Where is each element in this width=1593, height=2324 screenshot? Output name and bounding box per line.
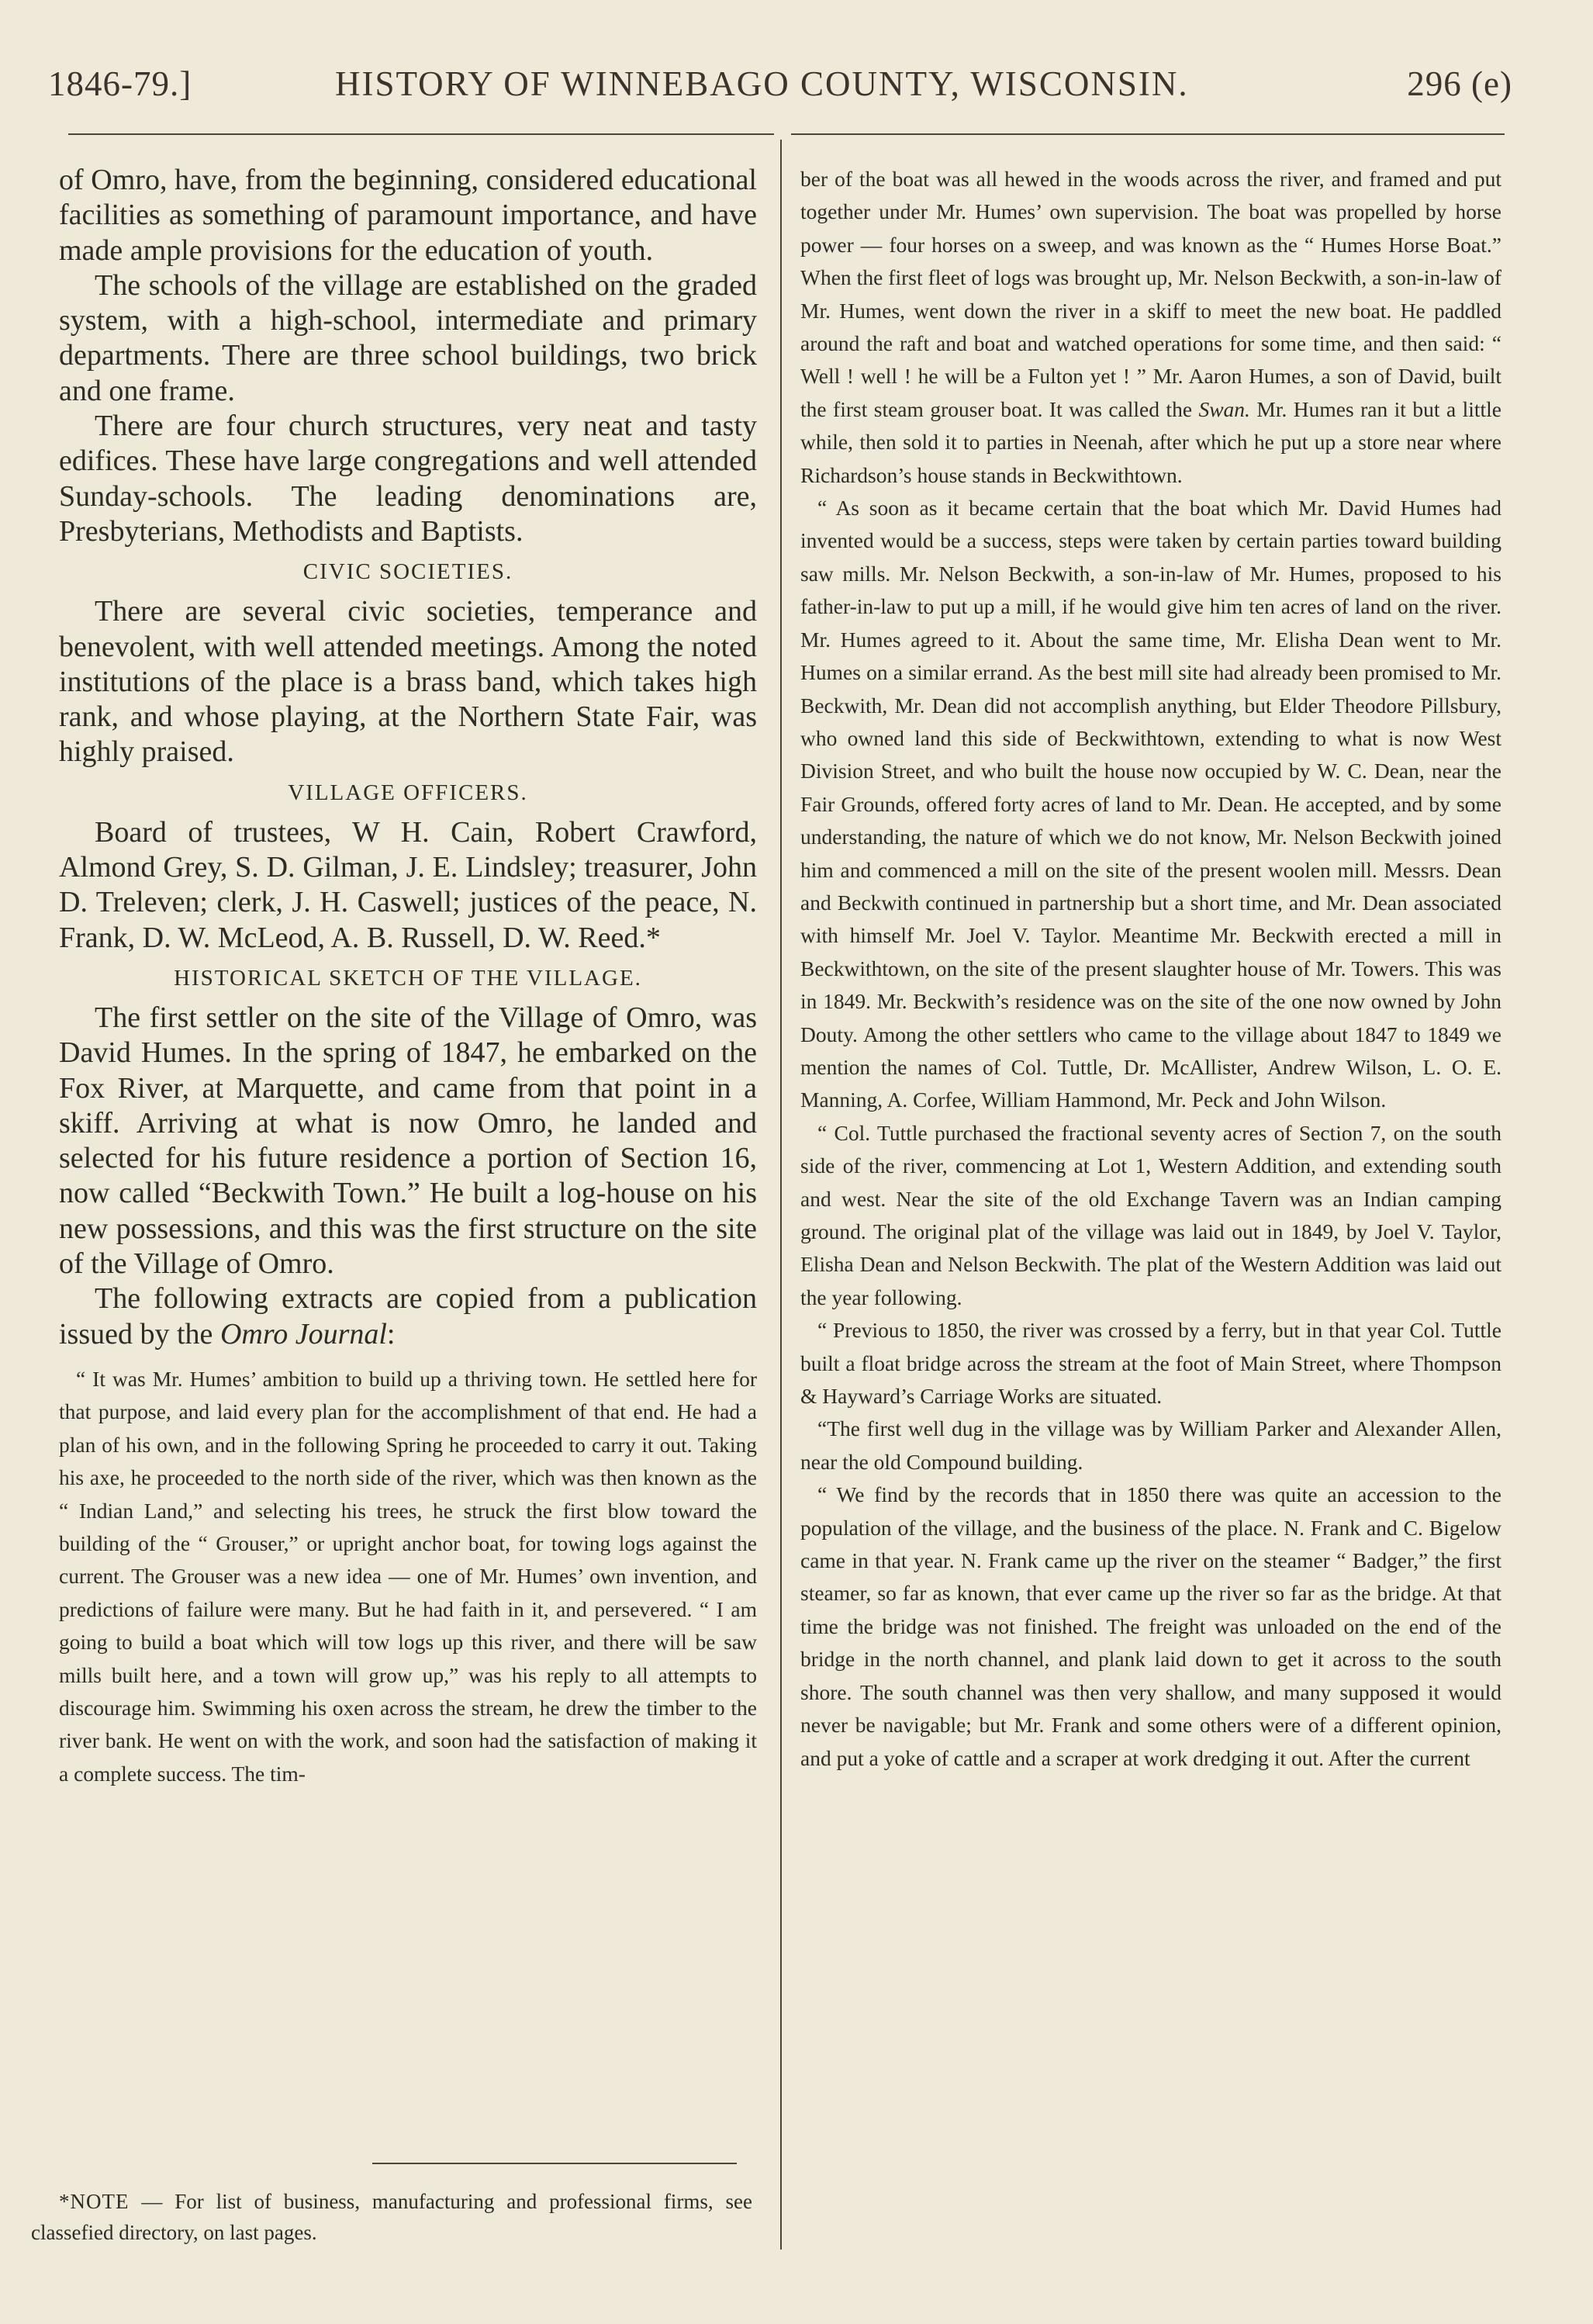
paragraph-extracts-intro: The following extracts are copied from a publication issued by the Omro Journal: bbox=[59, 1282, 757, 1350]
paragraph-boat: ber of the boat was all hewed in the woods across the river, and framed and put together under Mr. Humes’ own supervision. The boat was propelled by horse power — four horses on a sweep, and was known as the “ Humes Horse Boat.” When the first fleet of logs was brought up, Mr. Nelson Beckwith, a son-in-law of Mr. Humes, went down the river in a skiff to meet the new boat. He paddled around the raft and boat and watched operations for some time, and then said: “ Well ! well ! he will be a Fulton yet ! ” Mr. Aaron Humes, a son of David, built the first steam grouser boat. It was called the Swan. Mr. Humes ran it but a little while, then sold it to parties in Neenah, after which he put up a store near where Richardson’s house stands in Beckwithtown. bbox=[800, 167, 1502, 487]
paragraph-education: of Omro, have, from the beginning, considered educational facilities as something of paramount importance, and have made ample provisions for the education of youth. bbox=[59, 164, 757, 267]
right-column bbox=[800, 163, 1501, 1775]
paragraph-well: “The first well dug in the village was by William Parker and Alexander Allen, near the old Compound building. bbox=[800, 1416, 1501, 1474]
header-rule-left bbox=[68, 133, 774, 135]
paragraph-first-settler: The first settler on the site of the Village of Omro, was David Humes. In the spring of 1847, he embarked on the Fox River, at Marquette, and came from that point in a skiff. Arriving at what is now Omro, he landed and selected for his future residence a portion of Section 16, now called “Beckwith Town.” He built a log-house on his new possessions, and this was the first structure on the site of the Village of Omro. bbox=[59, 1001, 757, 1281]
paragraph-saw-mills: “ As soon as it became certain that the boat which Mr. David Humes had invented would be a success, steps were taken by certain parties toward building saw mills. Mr. Nelson Beckwith, a son-in-law of Mr. Humes, proposed to his father-in-law to put up a mill, if he would give him ten acres of land on the river. Mr. Humes agreed to it. About the same time, Mr. Elisha Dean went to Mr. Humes on a similar errand. As the best mill site had already been promised to Mr. Beckwith, Mr. Dean did not accomplish anything, but Elder Theodore Pillsbury, who owned land this side of Beckwithtown, extending to what is now West Division Street, and who built the house now occupied by W. C. Dean, near the Fair Grounds, offered forty acres of land to Mr. Dean. He accepted, and by some understanding, the nature of which we do not know, Mr. Nelson Beckwith joined him and commenced a mill on the site of the present woolen mill. Messrs. Dean and Beckwith continued in partnership but a short time, and Mr. Dean associated with himself Mr. Joel V. Taylor. Meantime Mr. Beckwith erected a mill in Beckwithtown, on the site of the present slaughter house of Mr. Towers. This was in 1849. Mr. Beckwith’s residence was on the site of the one now owned by John Douty. Among the other settlers who came to the village about 1847 to 1849 we mention the names of Col. Tuttle, Dr. McAllister, Andrew Wilson, L. O. E. Manning, A. Corfee, William Hammond, Mr. Peck and John Wilson. bbox=[800, 496, 1501, 1112]
header-page-number: 296 (e) bbox=[1407, 64, 1512, 103]
footnote bbox=[31, 2186, 752, 2248]
paragraph-churches: There are four church structures, very neat and tasty edifices. These have large congregations and well attended Sunday-schools. The leading denominations are, Presbyterians, Methodists and Baptists. bbox=[59, 410, 757, 548]
header-title: HISTORY OF WINNEBAGO COUNTY, WISCONSIN. bbox=[335, 64, 1189, 103]
header-rule-right bbox=[791, 133, 1505, 135]
header-years: 1846-79.] bbox=[48, 64, 192, 103]
paragraph-schools: The schools of the village are established on the graded system, with a high-school, intermediate and primary departments. There are three school buildings, two brick and one frame. bbox=[59, 268, 757, 407]
heading-civic-societies: CIVIC SOCIETIES. bbox=[302, 559, 513, 585]
column-divider bbox=[780, 140, 782, 2250]
boat-name: Swan. bbox=[1198, 396, 1250, 421]
footnote-label: *NOTE bbox=[59, 2190, 130, 2213]
footnote-text: — For list of business, manufacturing and professional firms, see classefied directory, on last pages. bbox=[31, 2190, 752, 2244]
left-column bbox=[59, 163, 757, 1790]
publication-name: Omro Journal bbox=[219, 1317, 387, 1350]
heading-historical-sketch: HISTORICAL SKETCH OF THE VILLAGE. bbox=[174, 965, 642, 991]
paragraph-tuttle: “ Col. Tuttle purchased the fractional seventy acres of Section 7, on the south side of the river, commencing at Lot 1, Western Addition, and extending south and west. Near the site of the old Exchange Tavern was an Indian camping ground. The original plat of the village was laid out in 1849, by Joel V. Taylor, Elisha Dean and Nelson Beckwith. The plat of the Western Addition was laid out the year following. bbox=[800, 1120, 1501, 1309]
quote-humes-ambition: “ It was Mr. Humes’ ambition to build up a thriving town. He settled here for that purpose, and laid every plan for the accomplishment of that end. He had a plan of his own, and in the following Spring he proceeded to carry it out. Taking his axe, he proceeded to the north side of the river, which was then known as the “ Indian Land,” and selecting his trees, he struck the first blow toward the building of the “ Grouser,” or upright anchor boat, for towing logs against the current. The Grouser was a new idea — one of Mr. Humes’ own invention, and predictions of failure were many. But he had faith in it, and persevered. “ I am going to build a boat which will tow logs up this river, and there will be saw mills built here, and a town will grow up,” was his reply to all attempts to discourage him. Swimming his oxen across the stream, he drew the timber to the river bank. He went on with the work, and soon had the satisfaction of making it a complete success. The tim- bbox=[59, 1366, 757, 1786]
paragraph-1850: “ We find by the records that in 1850 there was quite an accession to the population of the village, and the business of the place. N. Frank and C. Bigelow came in that year. N. Frank came up the river on the steamer “ Badger,” the first steamer, so far as known, that ever came up the river so far as the bridge. At that time the bridge was not finished. The freight was unloaded on the end of the bridge in the north channel, and plank laid down to get it across to the south shore. The south channel was then very shallow, and many supposed it would never be navigable; but Mr. Frank and some others were of a different opinion, and put a yoke of cattle and a scraper at work dredging it out. After the current bbox=[800, 1482, 1501, 1770]
page-header bbox=[48, 64, 1512, 118]
heading-village-officers: VILLAGE OFFICERS. bbox=[288, 780, 528, 805]
footnote-rule bbox=[372, 2163, 737, 2164]
paragraph-ferry: “ Previous to 1850, the river was crossed by a ferry, but in that year Col. Tuttle built a float bridge across the stream at the foot of Main Street, where Thompson & Hayward’s Carriage Works are situated. bbox=[800, 1318, 1501, 1409]
paragraph-officers: Board of trustees, W H. Cain, Robert Crawford, Almond Grey, S. D. Gilman, J. E. Lindsley; treasurer, John D. Treleven; clerk, J. H. Caswell; justices of the peace, N. Frank, D. W. McLeod, A. B. Russell, D. W. Reed.* bbox=[59, 815, 757, 954]
paragraph-civic: There are several civic societies, temperance and benevolent, with well attended meetings. Among the noted institutions of the place is a brass band, which takes high rank, and whose playing, at the Northern State Fair, was highly praised. bbox=[59, 595, 757, 769]
